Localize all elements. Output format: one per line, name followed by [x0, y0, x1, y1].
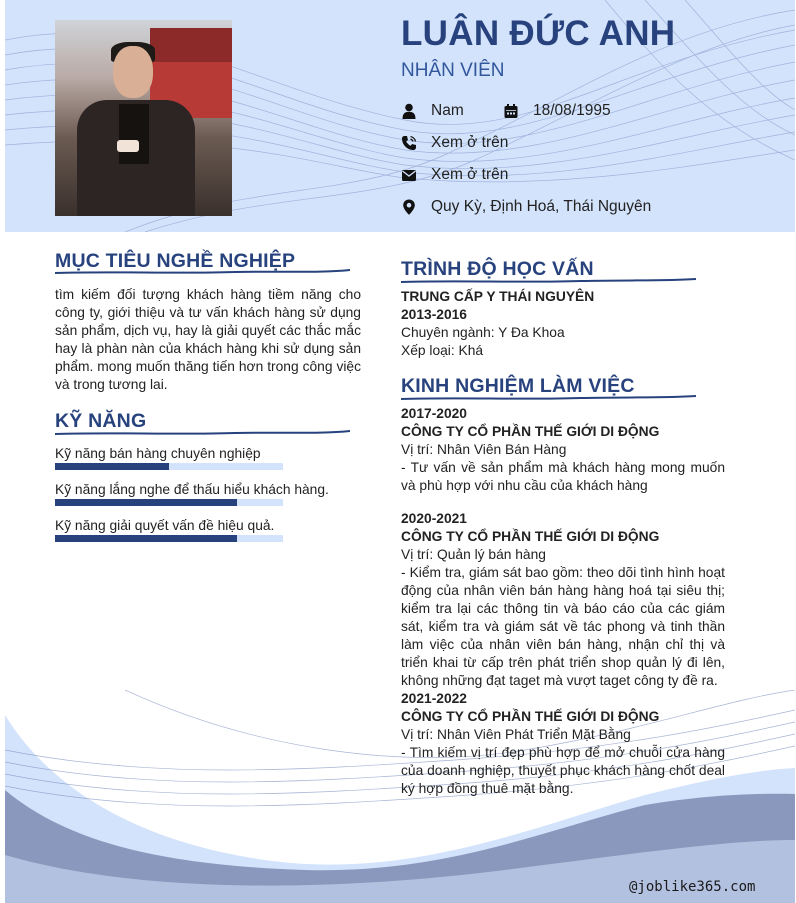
education-title-underline	[401, 276, 696, 284]
map-pin-icon	[401, 199, 417, 215]
education-title: TRÌNH ĐỘ HỌC VẤN	[401, 258, 594, 280]
profile-photo	[55, 20, 232, 216]
experience-2-years: 2020-2021	[401, 511, 467, 526]
phone-icon	[401, 135, 417, 151]
experience-2-company: CÔNG TY CỔ PHẦN THẾ GIỚI DI ĐỘNG	[401, 529, 660, 544]
experience-title-underline	[401, 393, 696, 401]
photo-sign-top	[150, 28, 232, 62]
info-birthdate-row	[503, 99, 611, 123]
info-gender-row	[401, 99, 464, 123]
skill-label-2: Kỹ năng lắng nghe để thấu hiểu khách hàng.	[55, 482, 329, 497]
photo-phone	[117, 140, 139, 152]
candidate-name: LUÂN ĐỨC ANH	[401, 14, 676, 53]
skill-fill-1	[55, 463, 169, 470]
skill-bar-1	[55, 463, 283, 470]
skills-title: KỸ NĂNG	[55, 410, 147, 432]
objective-text: tìm kiếm đối tượng khách hàng tiềm năng cho công ty, giới thiệu và tư vấn khách hàng sử dụng sản phẩm, dịch vụ, hay là giải quyết các thắc mắc hay là phàn nàn của khách hàng khi sử dụng sản phẩm. mong muốn thăng tiến hơn trong công việc và trong tương lai.	[55, 287, 361, 392]
skill-label-3: Kỹ năng giải quyết vấn đề hiệu quả.	[55, 518, 275, 533]
user-icon	[401, 103, 417, 119]
info-address-row	[401, 195, 651, 219]
education-major: Chuyên ngành: Y Đa Khoa	[401, 325, 565, 340]
skill-label-1: Kỹ năng bán hàng chuyên nghiệp	[55, 446, 261, 461]
photo-person-shirt	[119, 104, 149, 164]
experience-3-position: Vị trí: Nhân Viên Phát Triển Mặt Bằng	[401, 727, 631, 742]
email-value: Xem ở trên	[431, 166, 509, 183]
candidate-role: NHÂN VIÊN	[401, 60, 505, 81]
skill-bar-2	[55, 499, 283, 506]
address-value: Quy Kỳ, Định Hoá, Thái Nguyên	[431, 198, 652, 215]
calendar-icon	[503, 103, 519, 119]
experience-2-desc: - Kiểm tra, giám sát bao gồm: theo dõi tình hình hoạt động của nhân viên bán hàng hàng hoá tại siêu thị; kiểm tra lại các thông tin và báo cáo của các giám sát, kiểm tra và giám sát về tác phong và tinh thần làm việc của nhân viên bán hàng, nhận chỉ thị và triển khai từ cấp trên phát triển shop quản lý đi lên, không những đạt taget mà vượt taget công ty đề ra.	[401, 565, 725, 688]
photo-person-head	[113, 46, 153, 98]
resume-page	[5, 0, 795, 903]
experience-1-years: 2017-2020	[401, 406, 467, 421]
experience-1-desc: - Tư vấn về sản phẩm mà khách hàng mong muốn và phù hợp với nhu cầu của khách hàng	[401, 460, 725, 493]
objective-title: MỤC TIÊU NGHỀ NGHIỆP	[55, 250, 296, 272]
birthdate-value: 18/08/1995	[533, 102, 611, 119]
skill-bar-3	[55, 535, 283, 542]
watermark-text: @joblike365.com	[629, 879, 756, 895]
experience-3-company: CÔNG TY CỔ PHẦN THẾ GIỚI DI ĐỘNG	[401, 709, 660, 724]
experience-3-desc: - Tìm kiếm vị trí đẹp phù hợp để mở chuỗi cửa hàng của doanh nghiệp, thuyết phục khách hàng chốt deal ký hợp đồng thuê mặt bằng.	[401, 745, 725, 796]
envelope-icon	[401, 167, 417, 183]
skill-fill-3	[55, 535, 237, 542]
education-years: 2013-2016	[401, 307, 467, 322]
experience-title: KINH NGHIỆM LÀM VIỆC	[401, 375, 635, 397]
phone-value: Xem ở trên	[431, 134, 509, 151]
skill-fill-2	[55, 499, 237, 506]
gender-value: Nam	[431, 102, 464, 119]
info-email-row	[401, 163, 508, 187]
experience-1-position: Vị trí: Nhân Viên Bán Hàng	[401, 442, 567, 457]
experience-1-company: CÔNG TY CỔ PHẦN THẾ GIỚI DI ĐỘNG	[401, 424, 660, 439]
skills-title-underline	[55, 429, 350, 437]
experience-3-years: 2021-2022	[401, 691, 467, 706]
education-grade: Xếp loại: Khá	[401, 343, 484, 358]
education-school: TRUNG CẤP Y THÁI NGUYÊN	[401, 289, 595, 304]
objective-title-underline	[55, 268, 350, 276]
info-phone-row	[401, 131, 508, 155]
experience-2-position: Vị trí: Quản lý bán hàng	[401, 547, 546, 562]
